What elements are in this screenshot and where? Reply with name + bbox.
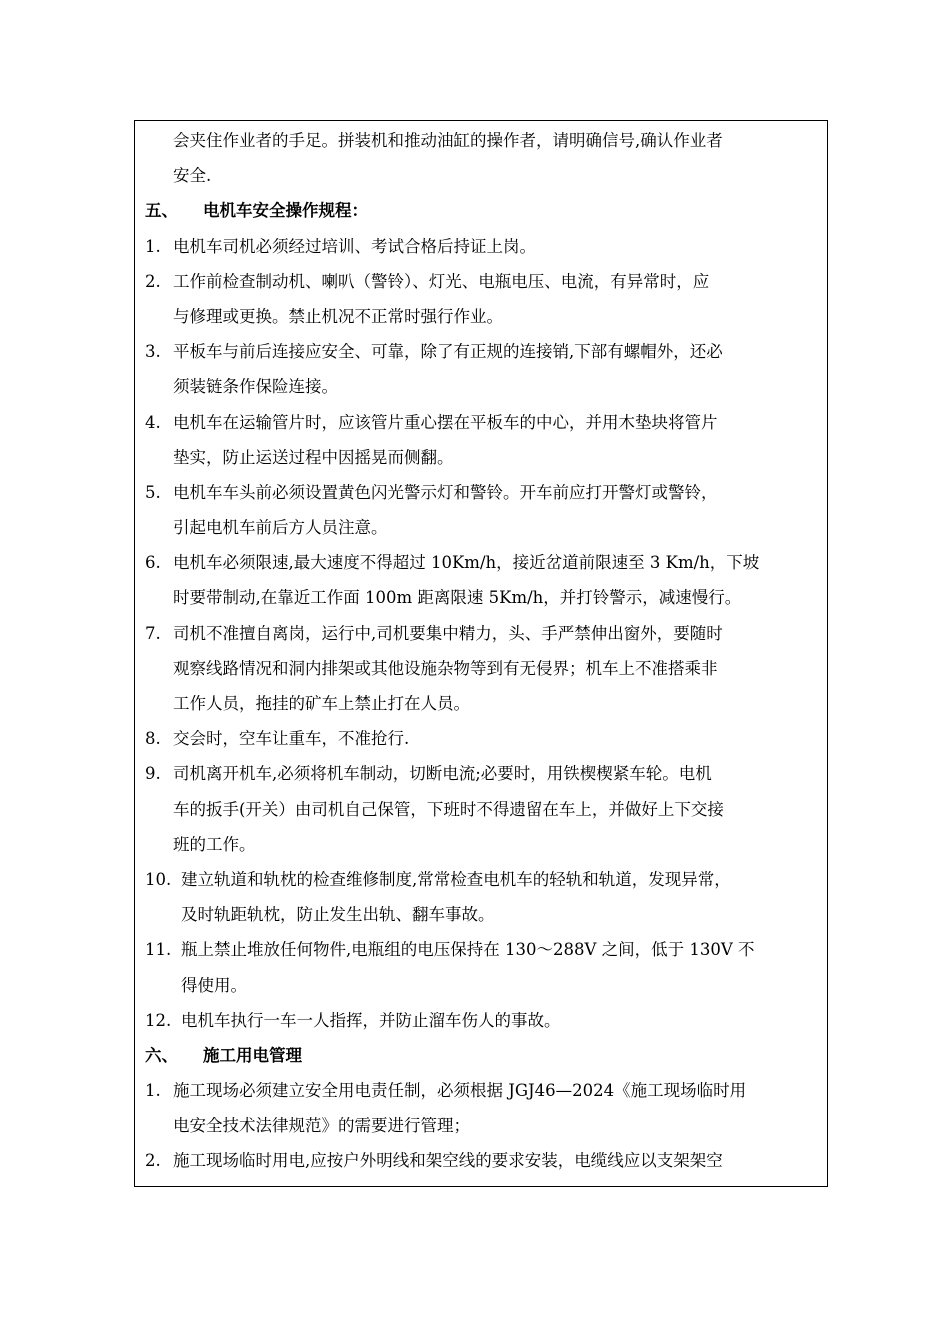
item-line: 交会时，空车让重车，不准抢行. bbox=[173, 729, 410, 749]
item-line: 平板车与前后连接应安全、可靠，除了有正规的连接销,下部有螺帽外，还必 bbox=[173, 342, 723, 362]
section-6-heading bbox=[145, 1038, 823, 1073]
section-5-item-8 bbox=[145, 721, 823, 756]
item-number: 4. bbox=[145, 412, 161, 432]
section-5-item-5 bbox=[145, 475, 823, 545]
item-line: 须装链条作保险连接。 bbox=[173, 377, 338, 397]
intro-line-1: 会夹住作业者的手足。拼装机和推动油缸的操作者，请明确信号,确认作业者 bbox=[173, 131, 723, 150]
section-6-title: 施工用电管理 bbox=[203, 1045, 302, 1065]
item-line: 电机车执行一车一人指挥，并防止溜车伤人的事故。 bbox=[181, 1010, 561, 1030]
section-5-item-4 bbox=[145, 405, 823, 475]
section-5-item-11 bbox=[145, 932, 823, 1002]
item-number: 11. bbox=[145, 940, 172, 960]
intro-line-2: 安全. bbox=[173, 166, 212, 186]
item-line: 观察线路情况和洞内排架或其他设施杂物等到有无侵界；机车上不准搭乘非 bbox=[173, 658, 718, 678]
item-line: 瓶上禁止堆放任何物件,电瓶组的电压保持在 130～288V 之间，低于 130V 不 bbox=[181, 940, 755, 960]
item-number: 8. bbox=[145, 729, 161, 749]
section-5-item-10 bbox=[145, 862, 823, 932]
item-line: 及时轨距轨枕，防止发生出轨、翻车事故。 bbox=[181, 905, 495, 925]
item-line: 工作前检查制动机、喇叭（警铃）、灯光、电瓶电压、电流，有异常时，应 bbox=[173, 271, 710, 291]
item-line: 施工现场必须建立安全用电责任制，必须根据 JGJ46—2024《施工现场临时用 bbox=[173, 1081, 747, 1101]
section-5-item-1 bbox=[145, 229, 823, 264]
item-line: 电机车车头前必须设置黄色闪光警示灯和警铃。开车前应打开警灯或警铃， bbox=[173, 482, 718, 502]
item-line: 工作人员，拖挂的矿车上禁止打在人员。 bbox=[173, 694, 470, 714]
item-line: 电机车必须限速,最大速度不得超过 10Km/h，接近岔道前限速至 3 Km/h，下坡 bbox=[173, 553, 760, 573]
item-number: 1. bbox=[145, 236, 161, 256]
item-number: 2. bbox=[145, 271, 161, 291]
section-5-item-2 bbox=[145, 264, 823, 334]
section-6-item-2 bbox=[145, 1143, 823, 1178]
item-line: 电机车司机必须经过培训、考试合格后持证上岗。 bbox=[173, 236, 536, 256]
item-line: 电机车在运输管片时，应该管片重心摆在平板车的中心，并用木垫块将管片 bbox=[173, 412, 718, 432]
item-line: 垫实，防止运送过程中因摇晃而侧翻。 bbox=[173, 447, 454, 467]
item-line: 施工现场临时用电,应按户外明线和架空线的要求安装，电缆线应以支架架空 bbox=[173, 1151, 723, 1171]
item-number: 10. bbox=[145, 869, 172, 889]
document-table-frame bbox=[134, 120, 828, 1187]
item-line: 建立轨道和轨枕的检查维修制度,常常检查电机车的轻轨和轨道，发现异常， bbox=[181, 869, 731, 889]
document-content bbox=[145, 123, 823, 1179]
section-5-item-3 bbox=[145, 334, 823, 404]
item-number: 1. bbox=[145, 1081, 161, 1101]
item-line: 引起电机车前后方人员注意。 bbox=[173, 518, 388, 538]
section-5-heading bbox=[145, 193, 823, 228]
item-number: 9. bbox=[145, 764, 161, 784]
section-6-item-1 bbox=[145, 1073, 823, 1143]
item-line: 车的扳手(开关）由司机自己保管，下班时不得遗留在车上，并做好上下交接 bbox=[173, 799, 724, 819]
item-number: 5. bbox=[145, 482, 161, 502]
item-line: 与修理或更换。禁止机况不正常时强行作业。 bbox=[173, 306, 503, 326]
item-line: 班的工作。 bbox=[173, 834, 256, 854]
section-5-item-9 bbox=[145, 756, 823, 862]
section-6-number: 六、 bbox=[145, 1045, 178, 1065]
item-number: 6. bbox=[145, 553, 161, 573]
item-line: 司机不准擅自离岗，运行中,司机要集中精力，头、手严禁伸出窗外，要随时 bbox=[173, 623, 723, 643]
item-number: 2. bbox=[145, 1151, 161, 1171]
section-5-item-6 bbox=[145, 545, 823, 615]
item-line: 电安全技术法律规范》的需要进行管理； bbox=[173, 1116, 470, 1136]
section-5-number: 五、 bbox=[145, 201, 178, 221]
section-5-item-7 bbox=[145, 616, 823, 722]
item-line: 时要带制动,在靠近工作面 100m 距离限速 5Km/h，并打铃警示，减速慢行。 bbox=[173, 588, 742, 608]
item-number: 7. bbox=[145, 623, 161, 643]
item-line: 得使用。 bbox=[181, 975, 247, 995]
item-line: 司机离开机车,必须将机车制动，切断电流;必要时，用铁楔楔紧车轮。电机 bbox=[173, 764, 712, 784]
section-5-title: 电机车安全操作规程： bbox=[203, 201, 368, 221]
section-5-item-12 bbox=[145, 1003, 823, 1038]
item-number: 3. bbox=[145, 342, 161, 362]
item-number: 12. bbox=[145, 1010, 172, 1030]
